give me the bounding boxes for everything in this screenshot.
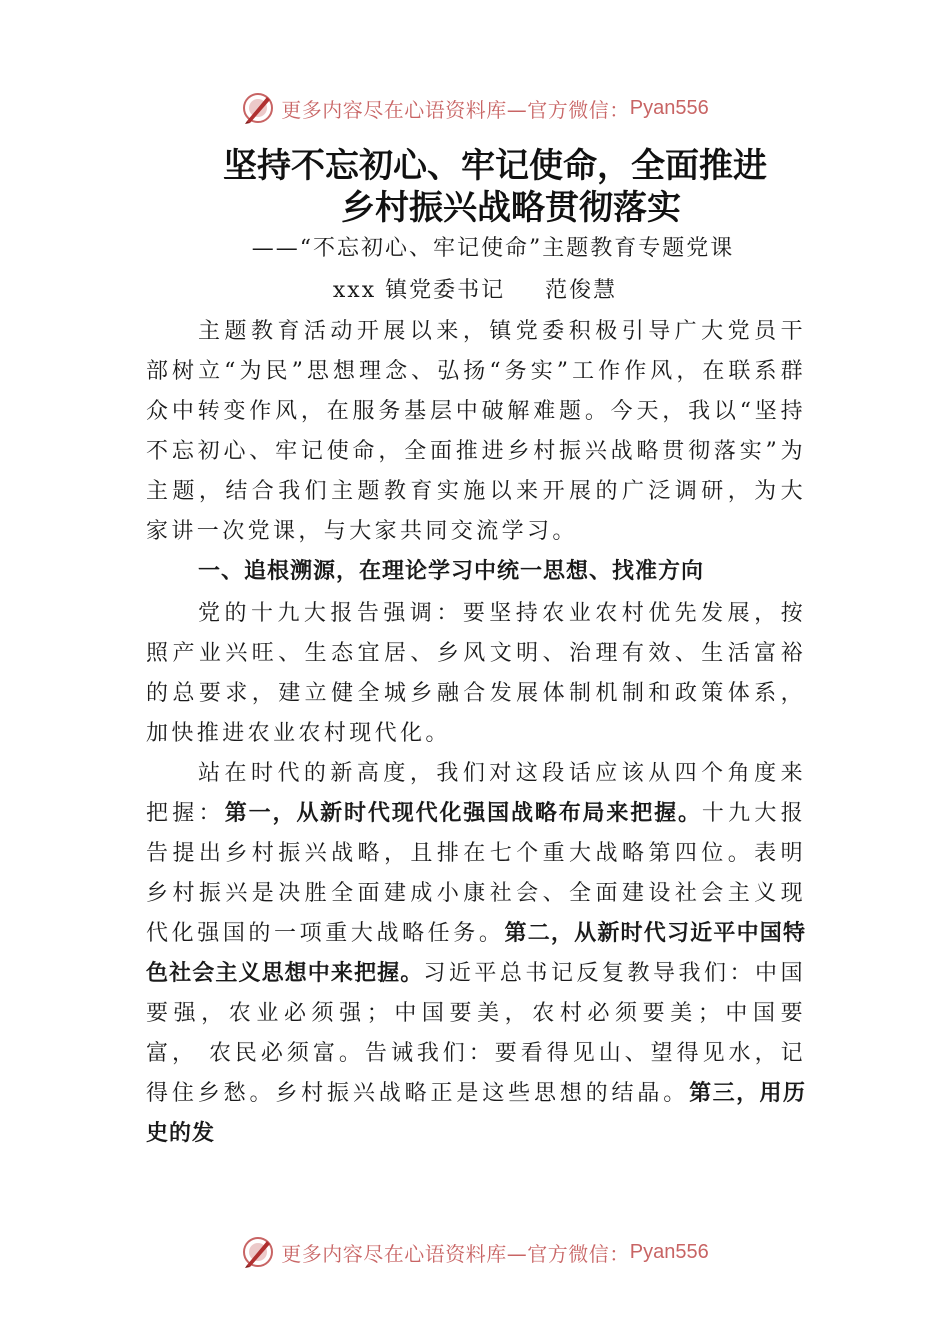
paragraph-report: 党的十九大报告强调：要坚持农业农村优先发展，按照产业兴旺、生态宜居、乡风文明、治理有效、生活富裕的总要求，建立健全城乡融合发展体制机制和政策体系，加快推进农业农村现代化。 [146, 601, 806, 746]
pen-logo-icon [241, 1235, 275, 1269]
document-subtitle: ——“不忘初心、牢记使命”主题教育专题党课 [251, 236, 735, 261]
watermark-footer [0, 1232, 950, 1272]
watermark-text: 更多内容尽在心语资料库—官方微信： [281, 97, 630, 122]
watermark-header [0, 88, 950, 128]
p3-sentence-1: 站在时代的新高度，我们对这段话应该从四个角度来把握： [146, 761, 806, 826]
paragraph-four-angles [146, 754, 806, 1154]
author-line [0, 274, 950, 308]
author-position: xxx 镇党委书记 [332, 278, 506, 303]
watermark-handle: Pyan556 [629, 96, 709, 119]
p3-sentence-2: 十九大报告提出乡村振兴战略，且排在七个重大战略第四位。表明乡村振兴是决胜全面建成小康社会、全面建设社会主义现代化强国的一项重大战略任务。 [146, 801, 806, 946]
pen-logo-icon [241, 91, 275, 125]
document-title-line-2: 乡村振兴战略贯彻落实 [341, 188, 681, 228]
document-title-line-1: 坚持不忘初心、牢记使命，全面推进 [223, 146, 767, 186]
p3-sentence-3: 习近平总书记反复教导我们：中国要强，农业必须强；中国要美，农村必须要美；中国要富， 农民必须富。告诫我们：要看得见山、望得见水，记得住乡愁。乡村振兴战略正是这些思想的结晶。 [146, 961, 806, 1106]
paragraph-intro: 主题教育活动开展以来，镇党委积极引导广大党员干部树立“为民”思想理念、弘扬“务实”工作作风，在联系群众中转变作风，在服务基层中破解难题。今天，我以“坚持不忘初心、牢记使命，全面推进乡村振兴战略贯彻落实”为主题，结合我们主题教育实施以来开展的广泛调研，为大家讲一次党课，与大家共同交流学习。 [146, 319, 806, 544]
watermark-text: 更多内容尽在心语资料库—官方微信： [281, 1241, 630, 1266]
author-name: 范俊慧 [545, 278, 618, 303]
section-heading-1: 一、追根溯源，在理论学习中统一思想、找准方向 [198, 559, 705, 584]
p3-bold-second: 第二，从新时代习近平中国特色社会主义思想中来把握。 [146, 921, 806, 986]
p3-bold-third: 第三，用历史的发 [146, 1081, 806, 1146]
p3-bold-first: 第一，从新时代现代化强国战略布局来把握。 [224, 801, 702, 826]
watermark-handle: Pyan556 [629, 1240, 709, 1263]
